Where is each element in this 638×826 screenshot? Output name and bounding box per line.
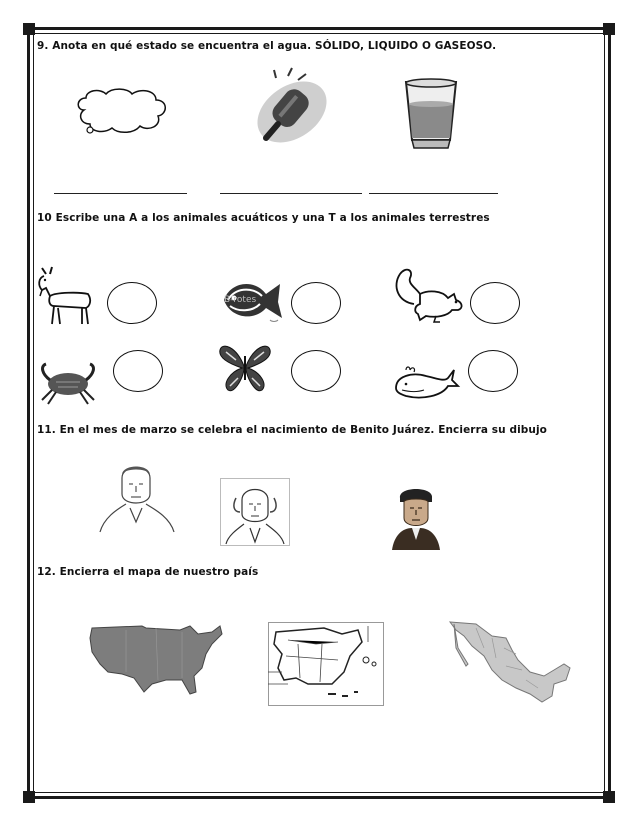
frame-corner <box>23 23 35 35</box>
answer-line[interactable] <box>369 193 498 194</box>
cloud-icon <box>72 88 172 138</box>
question-10-text: 10 Escribe una A a los animales acuáticos y una T a los animales terrestres <box>37 212 490 224</box>
answer-line[interactable] <box>54 193 187 194</box>
popsicle-icon <box>252 68 332 150</box>
question-11-text: 11. En el mes de marzo se celebra el nacimiento de Benito Juárez. Encierra su dibujo <box>37 424 547 436</box>
crab-icon <box>38 360 100 408</box>
question-12-text: 12. Encierra el mapa de nuestro país <box>37 566 259 578</box>
answer-oval-fish[interactable] <box>291 282 341 324</box>
answer-line[interactable] <box>220 193 362 194</box>
answer-oval-whale[interactable] <box>468 350 518 392</box>
frame-corner <box>603 23 615 35</box>
fish-icon <box>220 272 284 328</box>
answer-oval-squirrel[interactable] <box>470 282 520 324</box>
whale-icon <box>392 366 460 402</box>
butterfly-icon <box>216 340 274 396</box>
answer-oval-crab[interactable] <box>113 350 163 392</box>
squirrel-icon <box>392 264 468 326</box>
answer-oval-butterfly[interactable] <box>291 350 341 392</box>
map-mexico[interactable] <box>446 618 574 708</box>
portrait-morelos[interactable] <box>388 482 444 550</box>
frame-corner <box>23 791 35 803</box>
fish-label: B-rotes <box>224 295 257 305</box>
map-usa[interactable] <box>86 620 224 696</box>
glass-of-water-icon <box>402 78 460 152</box>
frame-corner <box>603 791 615 803</box>
portrait-benito-juarez[interactable] <box>96 460 178 534</box>
goat-icon <box>36 266 94 328</box>
portrait-miguel-hidalgo[interactable] <box>220 478 290 546</box>
map-spain[interactable] <box>268 622 384 706</box>
answer-oval-goat[interactable] <box>107 282 157 324</box>
question-9-text: 9. Anota en qué estado se encuentra el agua. SÓLIDO, LIQUIDO O GASEOSO. <box>37 40 497 52</box>
